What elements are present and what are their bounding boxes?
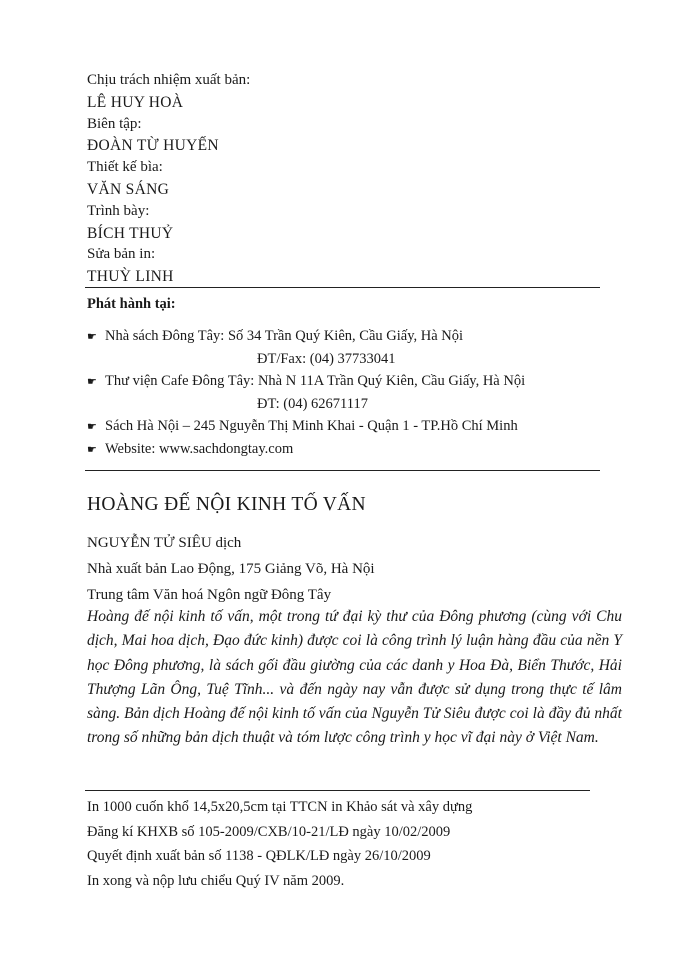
book-info bbox=[87, 530, 375, 608]
distribution-block bbox=[87, 296, 525, 460]
credit-name: BÍCH THUỶ bbox=[87, 224, 174, 242]
translator: NGUYỄN TỬ SIÊU dịch bbox=[87, 535, 242, 551]
book-description: Hoàng đế nội kinh tố vấn, một trong tứ đại kỳ thư của Đông phương (cùng với Chu dịch, Mai hoa dịch, Đạo đức kinh) được coi là công trình lý luận hàng đầu của nền Y học Đông phương, là sách gối đầu giường của các danh y Hoa Đà, Biển Thước, Hải Thượng Lãn Ông, Tuệ Tĩnh... và đến ngày nay vẫn được sử dụng trong thực tế lâm sàng. Bản dịch Hoàng đế nội kinh tố vấn của Nguyễn Tử Siêu được coi là đầy đủ nhất trong số những bản dịch thuật và tóm lược công trình y học vĩ đại này ở Việt Nam. bbox=[87, 608, 622, 747]
credit-role: Trình bày: bbox=[87, 202, 150, 219]
credit-name: THUỲ LINH bbox=[87, 268, 174, 286]
printing-line: In 1000 cuốn khổ 14,5x20,5cm tại TTCN in Khảo sát và xây dựng bbox=[87, 799, 473, 815]
printing-line: Đăng kí KHXB số 105-2009/CXB/10-21/LĐ ngày 10/02/2009 bbox=[87, 823, 451, 840]
printing-info bbox=[87, 795, 472, 893]
distribution-item: Thư viện Cafe Đông Tây: Nhà N 11A Trần Quý Kiên, Cầu Giấy, Hà Nội bbox=[105, 373, 526, 389]
pointing-hand-icon: ☛ bbox=[87, 331, 97, 343]
credit-role: Biên tập: bbox=[87, 115, 142, 132]
divider bbox=[85, 470, 600, 471]
divider bbox=[85, 287, 600, 288]
distribution-item: Sách Hà Nội – 245 Nguyễn Thị Minh Khai - Quận 1 - TP.Hồ Chí Minh bbox=[105, 418, 518, 434]
printing-line: In xong và nộp lưu chiểu Quý IV năm 2009. bbox=[87, 872, 345, 889]
pointing-hand-icon: ☛ bbox=[87, 421, 97, 433]
partner: Trung tâm Văn hoá Ngôn ngữ Đông Tây bbox=[87, 587, 332, 603]
credit-name: VĂN SÁNG bbox=[87, 180, 170, 198]
credits-block bbox=[87, 70, 250, 288]
credit-name: LÊ HUY HOÀ bbox=[87, 93, 184, 111]
distribution-phone: ĐT/Fax: (04) 37733041 bbox=[257, 350, 396, 367]
website-link[interactable]: Website: www.sachdongtay.com bbox=[105, 440, 294, 457]
credit-role: Chịu trách nhiệm xuất bản: bbox=[87, 72, 251, 88]
book-title: HOÀNG ĐẾ NỘI KINH TỐ VẤN bbox=[87, 494, 366, 515]
distribution-phone: ĐT: (04) 62671117 bbox=[257, 395, 368, 412]
credit-role: Sửa bản in: bbox=[87, 246, 156, 263]
printing-line: Quyết định xuất bản số 1138 - QĐLK/LĐ ngày 26/10/2009 bbox=[87, 848, 431, 864]
distribution-item: Nhà sách Đông Tây: Số 34 Trần Quý Kiên, Cầu Giấy, Hà Nội bbox=[105, 328, 464, 344]
divider bbox=[85, 790, 590, 791]
credit-name: ĐOÀN TỪ HUYẾN bbox=[87, 137, 219, 155]
credit-role: Thiết kế bìa: bbox=[87, 159, 163, 176]
pointing-hand-icon: ☛ bbox=[87, 376, 97, 388]
pointing-hand-icon: ☛ bbox=[87, 443, 97, 456]
distribution-heading: Phát hành tại: bbox=[87, 296, 176, 312]
publisher: Nhà xuất bản Lao Động, 175 Giảng Võ, Hà Nội bbox=[87, 561, 375, 577]
